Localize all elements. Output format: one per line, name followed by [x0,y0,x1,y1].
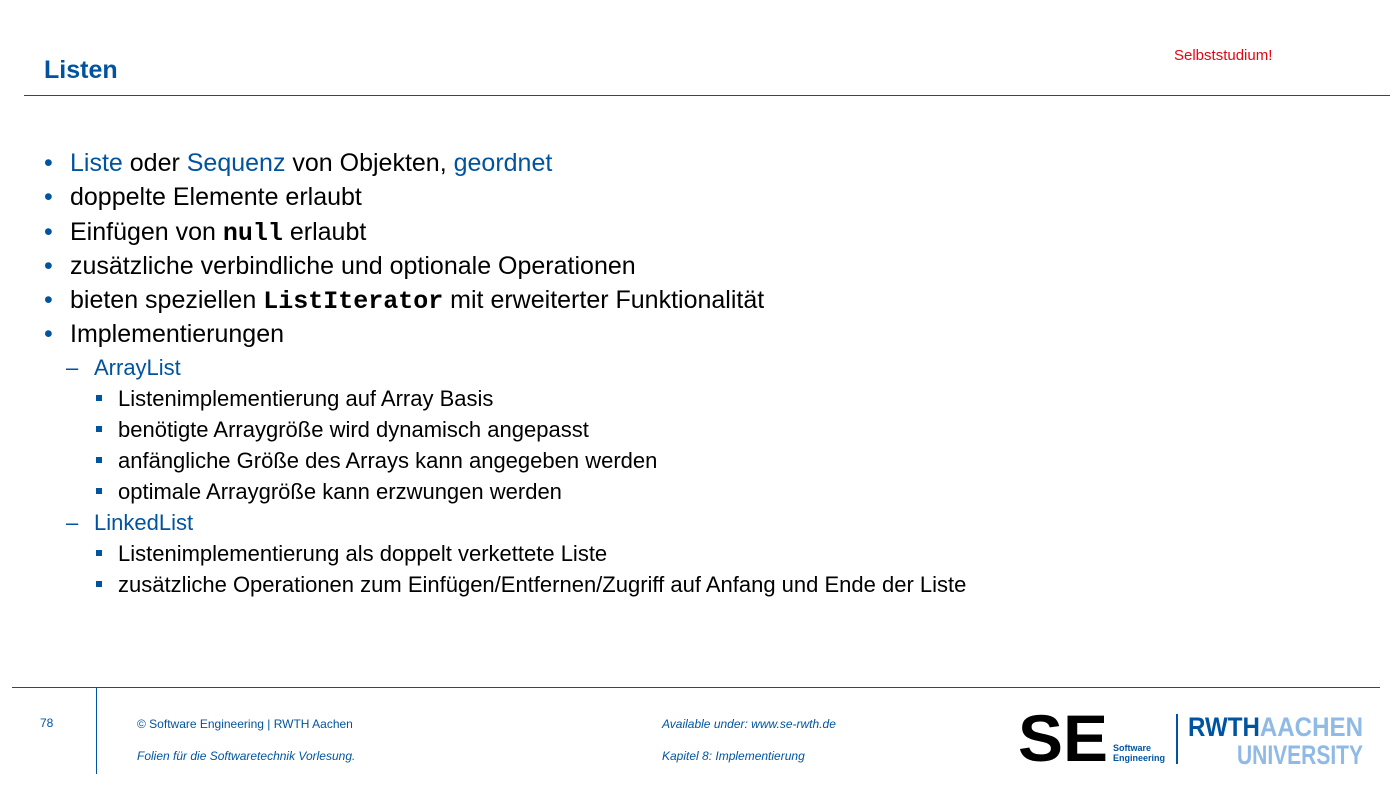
rwth-logo-line1: RWTHAACHEN [1188,712,1376,742]
square-bullet-icon [96,581,102,587]
header-divider [24,95,1390,96]
arraylist-point: Listenimplementierung auf Array Basis [44,383,1364,414]
subitem-linkedlist: – LinkedList [44,507,1364,538]
footer-vertical-divider [96,688,97,774]
linkedlist-point: zusätzliche Operationen zum Einfügen/Entfernen/Zugriff auf Anfang und Ende der Liste [44,569,1364,600]
se-logo-icon [1018,701,1108,775]
bullet-marker: • [44,286,53,315]
slide-title: Listen [44,56,118,84]
bullet-item-implementations: • Implementierungen [44,317,1364,351]
linkedlist-point: Listenimplementierung als doppelt verkettete Liste [44,538,1364,569]
bullet-marker: • [44,251,53,280]
arraylist-point: anfängliche Größe des Arrays kann angegeben werden [44,445,1364,476]
self-study-tag: Selbststudium! [1174,47,1273,64]
subitem-arraylist: – ArrayList [44,352,1364,383]
se-logo-letters: SE [1018,701,1108,775]
footer-note: Folien für die Softwaretechnik Vorlesung. [137,749,356,763]
bullet-item-listiterator: • bieten speziellen ListIterator mit erweiterter Funktionalität [44,283,1364,317]
bullet-marker: • [44,183,53,212]
footer-copyright: © Software Engineering | RWTH Aachen [137,717,353,731]
dash-marker: – [66,354,79,380]
bullet-marker: • [44,217,53,246]
bullet-item-operations: • zusätzliche verbindliche und optionale Operationen [44,249,1364,283]
arraylist-point: benötigte Arraygröße wird dynamisch angepasst [44,414,1364,445]
se-logo-text: Software Engineering [1113,743,1166,763]
bullet-marker: • [44,320,53,349]
arraylist-point: optimale Arraygröße kann erzwungen werden [44,476,1364,507]
logo-separator [1176,714,1178,764]
dash-marker: – [66,509,79,535]
footer-divider [12,687,1380,688]
rwth-logo-line2: UNIVERSITY [1237,740,1363,770]
page-number: 78 [40,716,54,730]
rwth-aachen-logo-icon [1188,712,1376,770]
code-null: null [222,218,283,248]
term-liste: Liste [70,149,123,177]
term-sequenz: Sequenz [186,149,286,177]
square-bullet-icon [96,457,102,463]
slide-content [44,146,1364,600]
term-geordnet: geordnet [453,149,553,177]
bullet-item-list-definition: • Liste oder Sequenz von Objekten, geordnet [44,146,1364,180]
square-bullet-icon [96,426,102,432]
square-bullet-icon [96,488,102,494]
bullet-item-null: • Einfügen von null erlaubt [44,215,1364,249]
footer-available-link[interactable]: Available under: www.se-rwth.de [662,717,836,731]
code-listiterator: ListIterator [263,287,444,317]
footer-chapter: Kapitel 8: Implementierung [662,749,805,763]
square-bullet-icon [96,395,102,401]
bullet-marker: • [44,149,53,177]
bullet-item-duplicates: • doppelte Elemente erlaubt [44,180,1364,214]
square-bullet-icon [96,550,102,556]
